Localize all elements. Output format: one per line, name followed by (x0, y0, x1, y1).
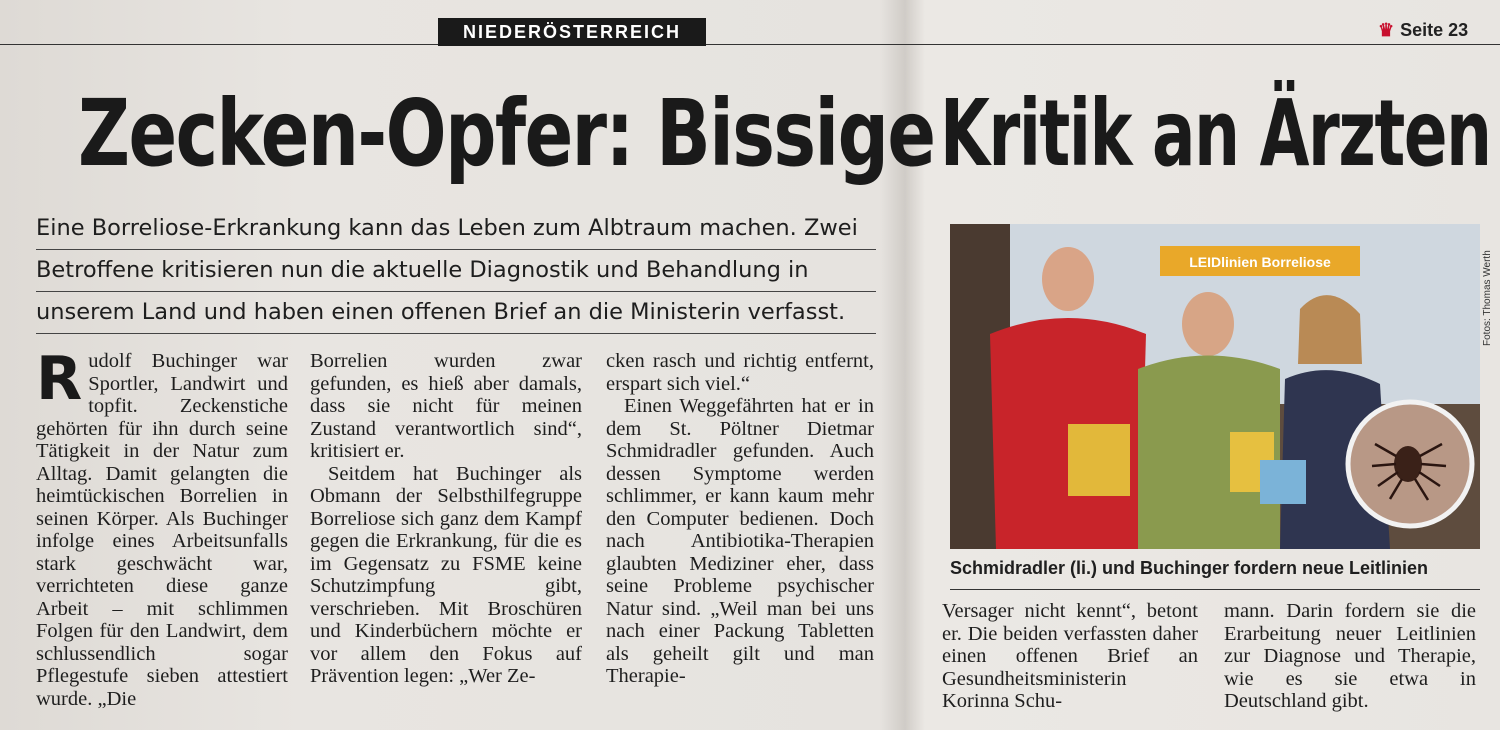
photo-caption: Schmidradler (li.) und Buchinger fordern neue Leitlinien (950, 558, 1429, 578)
photo-credit-text: Fotos: Thomas Werth (1482, 250, 1493, 346)
headline-right: Kritik an Ärzten (940, 80, 1491, 187)
paragraph: Seitdem hat Buchinger als Obmann der Selbsthilfegruppe Borreliose sich ganz dem Kampf gegen die Erkrankung, für die es im Gegensatz zu FSME keine Schutzimpfung gibt, verschrieben. Mit Broschüren und Kinderbüchern möchte er vor allem den Fokus auf Prävention legen: „Wer Ze- (310, 462, 582, 687)
section-tag: NIEDERÖSTERREICH (438, 18, 706, 46)
paragraph: cken rasch und richtig entfernt, erspart sich viel.“ (606, 350, 874, 395)
page-number-label: Seite 23 (1400, 20, 1469, 40)
article-photo (950, 224, 1480, 549)
header-rule-right (706, 44, 1500, 45)
banner-text: LEIDlinien Borreliose (1189, 254, 1331, 270)
column-text: udolf Buchinger war Sportler, Landwirt und topfit. Zeckenstiche gehörten für ihn durch seine Tätigkeit in der Natur zum Alltag. Damit gelangten die heimtückischen Borrelien in seinen Körper. Als Buchinger infolge eines Arbeitsunfalls stark geschwächt war, verrichteten diese ganze Arbeit – mit schlimmen Folgen für den Landwirt, dem schlussendlich sogar Pflegestufe sieben attestiert wurde. „Die (36, 350, 288, 710)
paragraph: Versager nicht kennt“, betont er. Die beiden verfassten daher einen offenen Brief an Gesundheitsministerin Korinna Schu- (942, 600, 1198, 712)
headline-left: Zecken-Opfer: Bissige (78, 80, 935, 187)
lead-line: unserem Land und haben einen offenen Brief an die Ministerin verfasst. (36, 292, 876, 334)
caption-rule (950, 589, 1480, 590)
header-rule-left (0, 44, 438, 45)
paragraph: Einen Weggefährten hat er in dem St. Pöltner Dietmar Schmidradler gefunden. Auch dessen Symptome werden schlimmer, er kann kaum mehr den Computer bedienen. Doch nach Antibiotika-Therapien glaubten Mediziner eher, dass seine Probleme psychischer Natur sind. „Weil man bei uns nach einer Packung Tabletten als geheilt gilt und man Therapie- (606, 395, 874, 687)
lead-paragraph (36, 208, 876, 334)
article-column-5 (1224, 600, 1476, 713)
article-column-3 (606, 350, 874, 688)
lead-line: Betroffene kritisieren nun die aktuelle Diagnostik und Behandlung in (36, 250, 876, 292)
page-number (1378, 20, 1468, 41)
drop-cap: R (36, 344, 83, 414)
photo-illustration (950, 224, 1480, 549)
photo-credit (1482, 226, 1494, 346)
article-column-2 (310, 350, 582, 688)
article-column-4 (942, 600, 1198, 713)
crown-icon: ♛ (1378, 20, 1395, 40)
article-column-1 (36, 344, 288, 710)
paragraph: mann. Darin fordern sie die Erarbeitung neuer Leitlinien zur Diagnose und Therapie, wie es sie etwa in Deutschland gibt. (1224, 600, 1476, 712)
lead-line: Eine Borreliose-Erkrankung kann das Leben zum Albtraum machen. Zwei (36, 208, 876, 250)
paragraph: Borrelien wurden zwar gefunden, es hieß aber damals, dass sie nicht für meinen Zustand verantwortlich sind“, kritisiert er. (310, 350, 582, 462)
